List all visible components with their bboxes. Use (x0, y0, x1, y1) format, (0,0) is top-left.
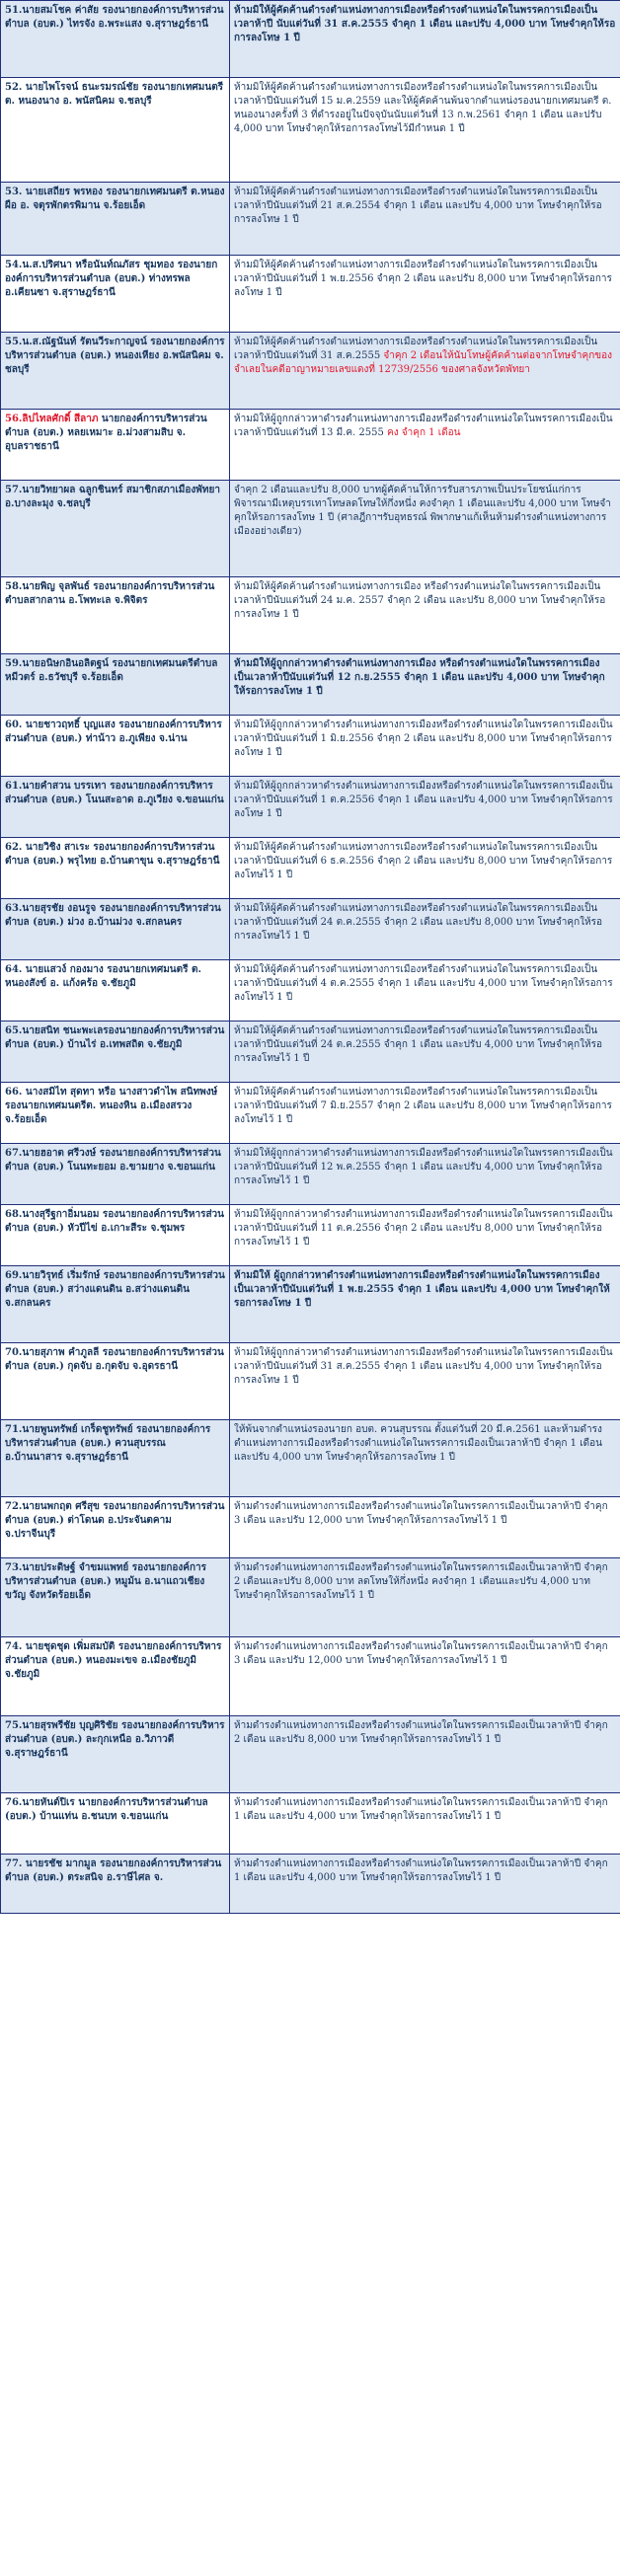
table-row (1, 1205, 620, 1266)
table-row (1, 1343, 620, 1420)
penalty-cell: ห้ามมิให้ผู้คัดค้านดำรงตำแหน่งทางการเมืองหรือดำรงตำแหน่งใดในพรรคการเมืองเป็นเวลาห้าปีนับแต่วันที่ 21 ส.ค.2554 จำคุก 1 เดือน และปรับ 4,000 บาท โทษจำคุกให้รอการลงโทษ 1 ปี (230, 183, 620, 256)
official-name-cell: 61.นายคำสวน บรรเทา รองนายกองค์การบริหารส่วนตำบล (อบต.) โนนสะอาด อ.ภูเวียง จ.ขอนแก่น (1, 777, 230, 838)
table-row (1, 1793, 620, 1855)
penalty-cell: ห้ามมิให้ผู้คัดค้านดำรงตำแหน่งทางการเมืองหรือดำรงตำแหน่งใดในพรรคการเมืองเป็นเวลาห้าปีนับแต่วันที่ 7 มิ.ย.2557 จำคุก 2 เดือน และปรับ 8,000 บาท โทษจำคุกให้รอการลงโทษไว้ 1 ปี (230, 1083, 620, 1144)
penalty-cell: ห้ามมิให้ผู้คัดค้านดำรงตำแหน่งทางการเมืองหรือดำรงตำแหน่งใดในพรรคการเมืองเป็นเวลาห้าปีนับแต่วันที่ 6 ธ.ค.2556 จำคุก 2 เดือน และปรับ 8,000 บาท โทษจำคุกให้รอการลงโทษไว้ 1 ปี (230, 838, 620, 899)
penalty-cell: ห้ามมิให้ผู้ถูกกล่าวหาดำรงตำแหน่งทางการเมืองหรือดำรงตำแหน่งใดในพรรคการเมืองเป็นเวลาห้าปีนับแต่วันที่ 11 ต.ค.2556 จำคุก 2 เดือน และปรับ 8,000 บาท โทษจำคุกให้รอการลงโทษไว้ 1 ปี (230, 1205, 620, 1266)
penalty-cell (230, 333, 620, 410)
verdict-table-body (1, 1, 620, 1914)
table-row (1, 1558, 620, 1637)
table-row (1, 577, 620, 654)
penalty-cell: ห้ามดำรงตำแหน่งทางการเมืองหรือดำรงตำแหน่งใดในพรรคการเมืองเป็นเวลาห้าปี จำคุก 2 เดือนและปรับ 8,000 บาท ลดโทษให้กึ่งหนึ่ง คงจำคุก 1 เดือนและปรับ 4,000 บาท โทษจำคุกให้รอการลงโทษไว้ 1 ปี (230, 1558, 620, 1637)
penalty-cell: ห้ามมิให้ผู้ถูกกล่าวหาดำรงตำแหน่งทางการเมืองหรือดำรงตำแหน่งใดในพรรคการเมืองเป็นเวลาห้าปีนับแต่วันที่ 1 มิ.ย.2556 จำคุก 2 เดือน และปรับ 8,000 บาท โทษจำคุกให้รอการลงโทษ 1 ปี (230, 716, 620, 777)
official-name-cell: 52. นายไพโรจน์ ธนะรมรณ์ชัย รองนายกเทศมนตรี ต. หนองนาง อ. พนัสนิคม จ.ชลบุรี (1, 78, 230, 183)
penalty-cell: ห้ามดำรงตำแหน่งทางการเมืองหรือดำรงตำแหน่งใดในพรรคการเมืองเป็นเวลาห้าปี จำคุก 1 เดือน และปรับ 4,000 บาท โทษจำคุกให้รอการลงโทษไว้ 1 ปี (230, 1793, 620, 1855)
penalty-cell: ห้ามมิให้ผู้ถูกกล่าวหาดำรงตำแหน่งทางการเมืองหรือดำรงตำแหน่งใดในพรรคการเมืองเป็นเวลาห้าปีนับแต่วันที่ 12 พ.ค.2555 จำคุก 1 เดือน และปรับ 4,000 บาท โทษจำคุกให้รอการลงโทษไว้ 1 ปี (230, 1144, 620, 1205)
table-row (1, 1716, 620, 1793)
official-name-cell: 70.นายสุภาพ คำภูลลี รองนายกองค์การบริหารส่วนตำบล (อบต.) กุดจับ อ.กุดจับ จ.อุดรธานี (1, 1343, 230, 1420)
table-row (1, 183, 620, 256)
penalty-cell: ให้พ้นจากตำแหน่งรองนายก อบต. ควนสุบรรณ ตั้งแต่วันที่ 20 มี.ค.2561 และห้ามดำรงตำแหน่งทางการเมืองหรือดำรงตำแหน่งใดในพรรคการเมืองเป็นเวลาห้าปี จำคุก 1 เดือน และปรับ 4,000 บาท โทษจำคุกให้รอการลงโทษ 1 ปี (230, 1420, 620, 1497)
official-name-cell: 53. นายเสถียร พรหอง รองนายกเทศมนตรี ต.หนองผือ อ. จตุรพักตรพิมาน จ.ร้อยเอ็ด (1, 183, 230, 256)
official-name-cell: 59.นายอนิษกอินอลิตฐน์ รองนายกเทศมนตรีตำบลหมีวตร์ อ.ธวัชบุรี จ.ร้อยเอ็ด (1, 654, 230, 716)
official-name-cell: 69.นายวิรุทธ์ เริ่มรักษ์ รองนายกองค์การบริหารส่วนตำบล (อบต.) สว่างแดนดิน อ.สว่างแดนดิน จ.สกลนคร (1, 1266, 230, 1343)
table-row (1, 960, 620, 1022)
table-row (1, 1, 620, 78)
penalty-cell: ห้ามมิให้ผู้ถูกกล่าวหาดำรงตำแหน่งทางการเมือง หรือดำรงตำแหน่งใดในพรรคการเมืองเป็นเวลาห้าปีนับแต่วันที่ 12 ก.ย.2555 จำคุก 1 เดือน และปรับ 4,000 บาท โทษจำคุกให้รอการลงโทษ 1 ปี (230, 654, 620, 716)
official-name-cell: 66. นางสมิไท สุดทา หรือ นางสาวดำไพ สนิทพงษ์ รองนายกเทศมนตรีต. หนองหิน อ.เมืองสรวง จ.ร้อยเอ็ด (1, 1083, 230, 1144)
table-row (1, 1855, 620, 1914)
official-name-cell: 56.ลิปไทลศักดิ์ สีลาภ นายกองค์การบริหารส่วนตำบล (อบต.) หลยเหมาะ อ.ม่วงสามสิบ จ. อุบลราชธานี (1, 410, 230, 481)
penalty-cell: ห้ามดำรงตำแหน่งทางการเมืองหรือดำรงตำแหน่งใดในพรรคการเมืองเป็นเวลาห้าปี จำคุก 1 เดือน และปรับ 4,000 บาท โทษจำคุกให้รอการลงโทษไว้ 1 ปี (230, 1855, 620, 1914)
official-name-cell: 54.น.ส.ปริศนา หรือนันท์ณภัสร ชุมทอง รองนายกองค์การบริหารส่วนตำบล (อบต.) ท่างทรพล อ.เคียนซา จ.สุราษฎร์ธานี (1, 256, 230, 333)
table-row (1, 1083, 620, 1144)
table-row (1, 410, 620, 481)
table-row (1, 1497, 620, 1558)
table-row (1, 78, 620, 183)
official-name-cell: 57.นายวิทยาผล ฉลูกชินทร์ สมาชิกสภาเมืองพัทยา อ.บางละมุง จ.ชลบุรี (1, 481, 230, 577)
penalty-cell (230, 410, 620, 481)
penalty-cell: ห้ามมิให้ผู้ถูกกล่าวหาดำรงตำแหน่งทางการเมืองหรือดำรงตำแหน่งใดในพรรคการเมืองเป็นเวลาห้าปีนับแต่วันที่ 1 ต.ค.2556 จำคุก 1 เดือน และปรับ 4,000 บาท โทษจำคุกให้รอการลงโทษ 1 ปี (230, 777, 620, 838)
table-row (1, 1022, 620, 1083)
official-name-cell: 60. นายชาวฤทธิ์ บุญแสง รองนายกองค์การบริหารส่วนตำบล (อบต.) ท่าน้าว อ.ภูเพียง จ.น่าน (1, 716, 230, 777)
penalty-cell: ห้ามดำรงตำแหน่งทางการเมืองหรือดำรงตำแหน่งใดในพรรคการเมืองเป็นเวลาห้าปี จำคุก 3 เดือน และปรับ 12,000 บาท โทษจำคุกให้รอการลงโทษไว้ 1 ปี (230, 1497, 620, 1558)
official-name-cell: 55.น.ส.ณัฐนันท์ รัตนวีระกาญจน์ รองนายกองค์การบริหารส่วนตำบล (อบต.) หนองเหียง อ.พนัสนิคม จ. ชลบุรี (1, 333, 230, 410)
official-name-cell: 74. นายชุดชุด เพิ่มสมบัติ รองนายกองค์การบริหารส่วนตำบล (อบต.) หนองมะเขจ อ.เมืองชัยภูมิ จ.ชัยภูมิ (1, 1637, 230, 1716)
official-name-cell: 72.นายนพกฤต ศรีสุข รองนายกองค์การบริหารส่วนตำบล (อบต.) ต่าโดนด อ.ประจันตคาม จ.ปราจีนบุรี (1, 1497, 230, 1558)
penalty-cell: ห้ามมิให้ผู้คัดค้านดำรงตำแหน่งทางการเมืองหรือดำรงตำแหน่งใดในพรรคการเมืองเป็นเวลาห้าปีนับแต่วันที่ 4 ต.ค.2555 จำคุก 1 เดือน และปรับ 4,000 บาท โทษจำคุกให้รอการลงโทษไว้ 1 ปี (230, 960, 620, 1022)
penalty-text: ห้ามมิให้ผู้คัดค้านดำรงตำแหน่งทางการเมืองหรือดำรงตำแหน่งใดในพรรคการเมืองเป็นเวลาห้าปีนับแต่วันที่ 31 ส.ค.2555 (234, 337, 598, 361)
official-name-cell: 58.นายพิญ จุลพันธ์ รองนายกองค์การบริหารส่วนตำบลสากลาน อ.โพทะเล จ.พิจิตร (1, 577, 230, 654)
official-name-cell: 51.นายสมโชค ค่าสัย รองนายกองค์การบริหารส่วนตำบล (อบต.) ไทรจัง อ.พระแสง จ.สุราษฎร์ธานี (1, 1, 230, 78)
penalty-cell: ห้ามดำรงตำแหน่งทางการเมืองหรือดำรงตำแหน่งใดในพรรคการเมืองเป็นเวลาห้าปี จำคุก 2 เดือน และปรับ 8,000 บาท โทษจำคุกให้รอการลงโทษไว้ 1 ปี (230, 1716, 620, 1793)
table-row (1, 1266, 620, 1343)
table-row (1, 654, 620, 716)
table-row (1, 777, 620, 838)
official-name-cell: 75.นายสุรพรีชัย บุญศิริชัย รองนายกองค์การบริหารส่วนตำบล (อบต.) ละกุกเหนือ อ.วิภาวดี จ.สุราษฎร์ธานี (1, 1716, 230, 1793)
table-row (1, 1144, 620, 1205)
official-name-cell: 62. นายวิชิง สาเระ รองนายกองค์การบริหารส่วนตำบล (อบต.) พรุไทย อ.บ้านตาขุน จ.สุราษฎร์ธานี (1, 838, 230, 899)
penalty-cell: ห้ามมิให้ผู้คัดค้านดำรงตำแหน่งทางการเมืองหรือดำรงตำแหน่งใดในพรรคการเมืองเป็นเวลาห้าปีนับแต่วันที่ 24 ต.ค.2555 จำคุก 1 เดือน และปรับ 4,000 บาท โทษจำคุกให้รอการลงโทษไว้ 1 ปี (230, 1022, 620, 1083)
official-name-cell: 77. นายรชัช มากมูล รองนายกองค์การบริหารส่วนตำบล (อบต.) ตระสนิจ อ.ราษีไศล จ. (1, 1855, 230, 1914)
official-name-cell: 71.นายพูนทรัพย์ เกร็ดชูทรัพย์ รองนายกองค์การบริหารส่วนตำบล (อบต.) ควนสุบรรณ อ.บ้านนาสาร จ.สุราษฎร์ธานี (1, 1420, 230, 1497)
penalty-cell: ห้ามมิให้ผู้คัดค้านดำรงตำแหน่งทางการเมืองหรือดำรงตำแหน่งใดในพรรคการเมืองเป็นเวลาห้าปีนับแต่วันที่ 15 ม.ค.2559 และให้ผู้คัดค้านพ้นจากตำแหน่งรองนายกเทศมนตรี ต. หนองนางครั้งที่ 3 ที่ดำรงอยู่ในปัจจุบันนับแต่วันที่ 13 ก.พ.2561 จำคุก 1 เดือน และปรับ 4,000 บาท โทษจำคุกให้รอการลงโทษไว้มีกำหนด 1 ปี (230, 78, 620, 183)
penalty-highlight: จำคุก 2 เดือนให้นับโทษผู้คัดค้านต่อจากโทษจำคุกของจำเลยในคดีอาญาหมายเลขแดงที่ 12739/2556 ของศาลจังหวัดพัทยา (234, 350, 612, 375)
penalty-cell: ห้ามมิให้ผู้ถูกกล่าวหาดำรงตำแหน่งทางการเมืองหรือดำรงตำแหน่งใดในพรรคการเมืองเป็นเวลาห้าปีนับแต่วันที่ 31 ส.ค.2555 จำคุก 1 เดือน และปรับ 4,000 บาท โทษจำคุกให้รอการลงโทษ 1 ปี (230, 1343, 620, 1420)
table-row (1, 1420, 620, 1497)
penalty-cell: ห้ามมิให้ผู้คัดค้านดำรงตำแหน่งทางการเมืองหรือดำรงตำแหน่งใดในพรรคการเมืองเป็นเวลาห้าปี นับแต่วันที่ 31 ส.ค.2555 จำคุก 1 เดือน และปรับ 4,000 บาท โทษจำคุกให้รอการลงโทษ 1 ปี (230, 1, 620, 78)
table-row (1, 333, 620, 410)
official-name-cell: 67.นายฮอาต ศรีวงษ์ รองนายกองค์การบริหารส่วนตำบล (อบต.) โนนทะยอม อ.ขามยาง จ.ขอนแก่น (1, 1144, 230, 1205)
table-row (1, 838, 620, 899)
penalty-highlight: คง จำคุก 1 เดือน (383, 427, 461, 438)
table-row (1, 899, 620, 960)
table-row (1, 481, 620, 577)
penalty-cell: ห้ามมิให้ ผู้ถูกกล่าวหาดำรงตำแหน่งทางการเมืองหรือดำรงตำแหน่งใดในพรรคการเมืองเป็นเวลาห้าปีนับแต่วันที่ 1 พ.ย.2555 จำคุก 1 เดือน และปรับ 4,000 บาท โทษจำคุกให้รอการลงโทษ 1 ปี (230, 1266, 620, 1343)
official-name-cell: 64. นายแสวง์ กองมาง รองนายกเทศมนตรี ต. หนองสังข์ อ. แก้งคร้อ จ.ชัยภูมิ (1, 960, 230, 1022)
table-row (1, 1637, 620, 1716)
penalty-cell: ห้ามมิให้ผู้คัดค้านดำรงตำแหน่งทางการเมืองหรือดำรงตำแหน่งใดในพรรคการเมืองเป็นเวลาห้าปีนับแต่วันที่ 24 ต.ค.2555 จำคุก 2 เดือน และปรับ 8,000 บาท โทษจำคุกให้รอการลงโทษไว้ 1 ปี (230, 899, 620, 960)
official-name-cell: 63.นายสุรชัย งอนรูจ รองนายกองค์การบริหารส่วนตำบล (อบต.) ม่วง อ.บ้านม่วง จ.สกลนคร (1, 899, 230, 960)
penalty-cell: ห้ามมิให้ผู้คัดค้านดำรงตำแหน่งทางการเมืองหรือดำรงตำแหน่งใดในพรรคการเมืองเป็นเวลาห้าปีนับแต่วันที่ 1 พ.ย.2556 จำคุก 2 เดือน และปรับ 8,000 บาท โทษจำคุกให้รอการลงโทษ 1 ปี (230, 256, 620, 333)
official-name-cell: 68.นางสุรีฐกาอิ่มนอม รองนายกองค์การบริหารส่วนตำบล (อบต.) หัวปีไข่ อ.เกาะสีระ จ.ชุมพร (1, 1205, 230, 1266)
penalty-cell: จำคุก 2 เดือนและปรับ 8,000 บาทผู้คัดค้านให้การรับสารภาพเป็นประโยชน์แก่การพิจารณามีเหตุบรรเทาโทษลดโทษให้กึ่งหนึ่ง คงจำคุก 1 เดือนและปรับ 4,000 บาท โทษจำคุกให้รอการลงโทษ 1 ปี (ศาลฎีกาฯรับอุทธรณ์ พิพากษาแก้เห็นห้ามดำรงตำแหน่งทางการเมืองอย่างเดียว) (230, 481, 620, 577)
official-name-cell: 76.นายหันต์ปิเร นายกองค์การบริหารส่วนตำบล (อบต.) บ้านแท่น อ.ชนบท จ.ขอนแก่น (1, 1793, 230, 1855)
official-name-cell: 73.นายประดิษฐ์ จำขมแพทย์ รองนายกองค์การบริหารส่วนตำบล (อบต.) หมูม้น อ.นาแถวเชียงขวัญ จังหวัดร้อยเอ็ด (1, 1558, 230, 1637)
table-row (1, 256, 620, 333)
penalty-text: ห้ามมิให้ผู้ถูกกล่าวหาดำรงตำแหน่งทางการเมืองหรือดำรงตำแหน่งใดในพรรคการเมืองเป็นเวลาห้าปีนับแต่วันที่ 13 มี.ค. 2555 (234, 414, 613, 438)
official-name-cell: 65.นายสนิท ชนะพะเลรองนายกองค์การบริหารส่วนตำบล (อบต.) บ้านไร่ อ.เทพสถิต จ.ชัยภูมิ (1, 1022, 230, 1083)
penalty-cell: ห้ามมิให้ผู้คัดค้านดำรงตำแหน่งทางการเมือง หรือดำรงตำแหน่งใดในพรรคการเมืองเป็นเวลาห้าปีนับแต่วันที่ 24 ม.ค. 2557 จำคุก 2 เดือน และปรับ 8,000 บาท โทษจำคุกให้รอการลงโทษ 1 ปี (230, 577, 620, 654)
table-row (1, 716, 620, 777)
penalty-cell: ห้ามดำรงตำแหน่งทางการเมืองหรือดำรงตำแหน่งใดในพรรคการเมืองเป็นเวลาห้าปี จำคุก 3 เดือน และปรับ 12,000 บาท โทษจำคุกให้รอการลงโทษไว้ 1 ปี (230, 1637, 620, 1716)
